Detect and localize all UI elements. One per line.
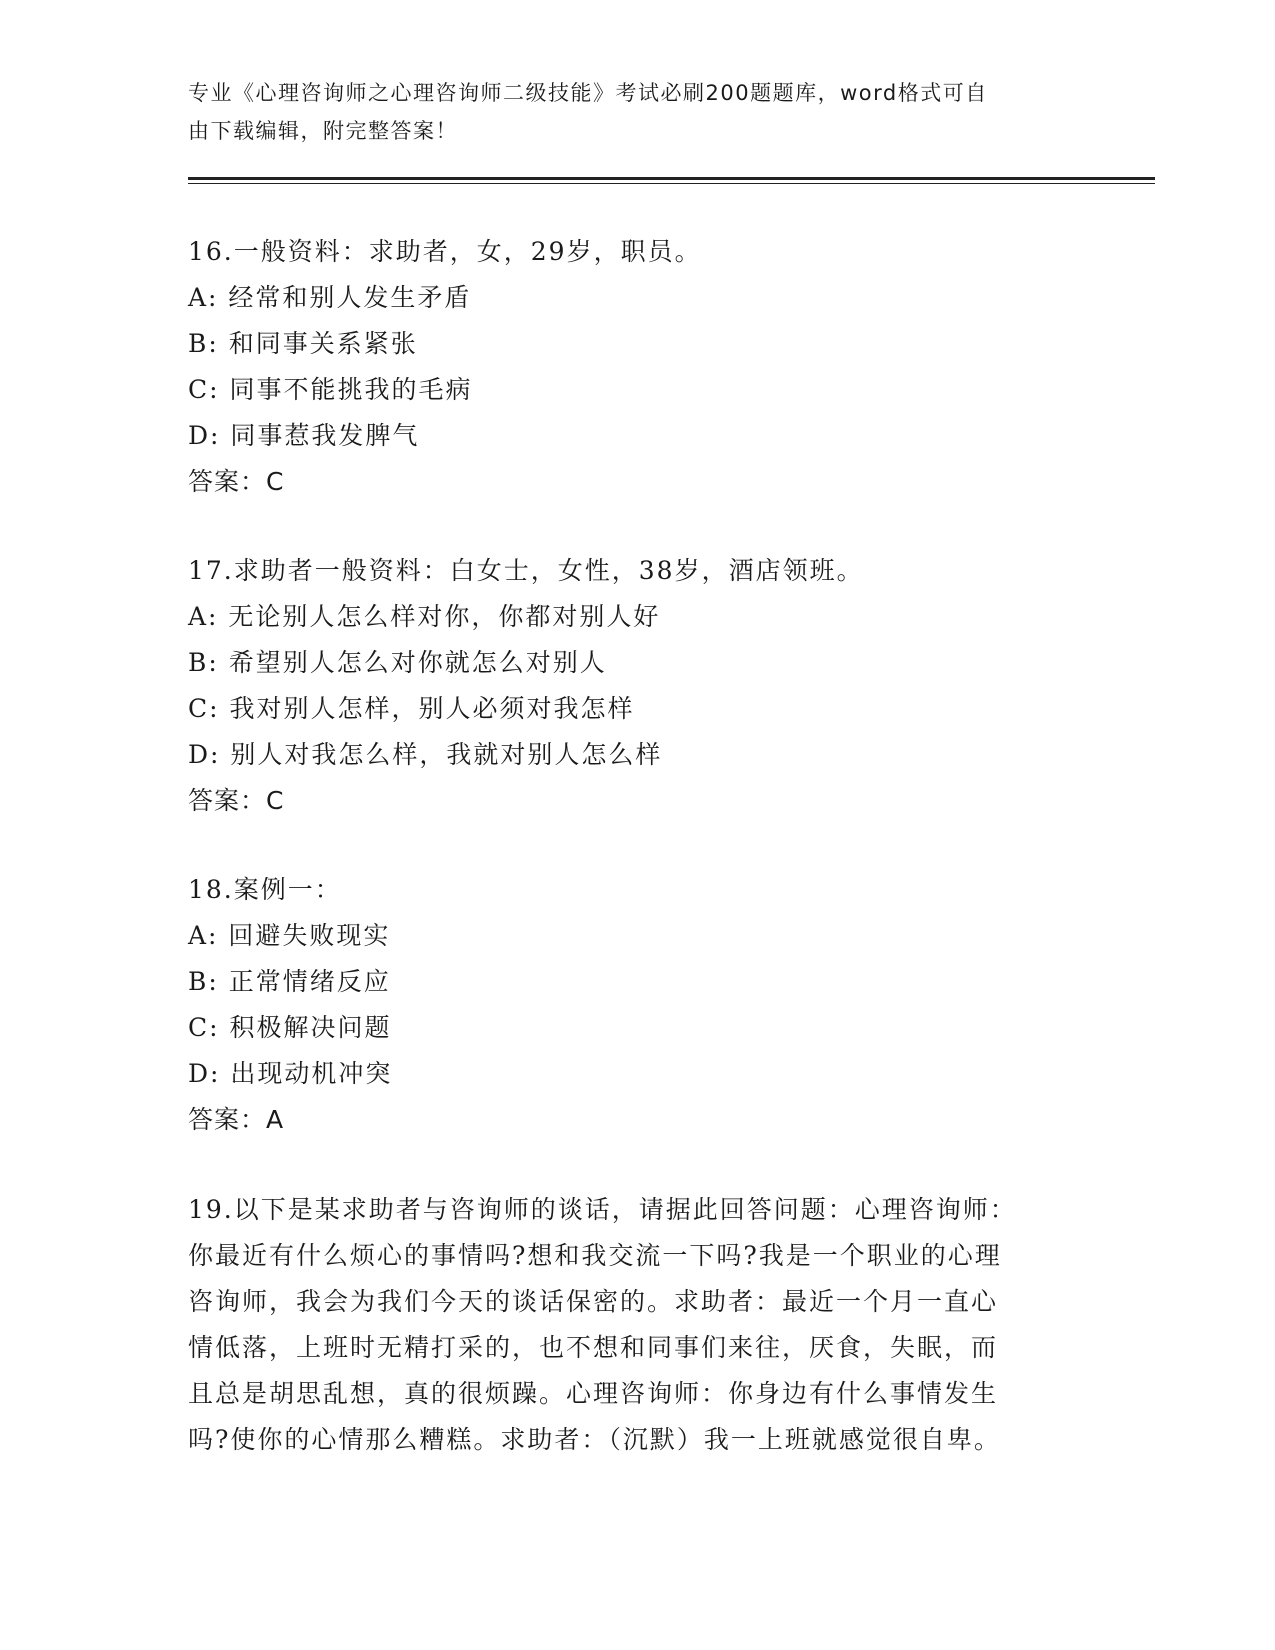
option-a: A: 回避失败现实 [188, 921, 391, 950]
question-stem: 16.一般资料：求助者，女，29岁，职员。 [188, 237, 702, 266]
option-a: A: 经常和别人发生矛盾 [188, 283, 472, 312]
header-line-1: 专业《心理咨询师之心理咨询师二级技能》考试必刷200题题库，word格式可自 [188, 81, 988, 105]
option-d: D: 别人对我怎么样，我就对别人怎么样 [188, 740, 663, 769]
paragraph-line: 19.以下是某求助者与咨询师的谈话，请据此回答问题：心理咨询师： [188, 1195, 1017, 1224]
header-rule-thick [188, 177, 1155, 180]
answer-label: 答案：C [188, 786, 285, 815]
paragraph-line: 情低落，上班时无精打采的，也不想和同事们来往，厌食，失眠，而 [188, 1333, 999, 1362]
question-19 [188, 1187, 1068, 1463]
option-a: A: 无论别人怎么样对你，你都对别人好 [188, 602, 661, 631]
question-18 [188, 867, 1068, 1143]
paragraph-line: 且总是胡思乱想，真的很烦躁。心理咨询师：你身边有什么事情发生 [188, 1379, 999, 1408]
document-header [188, 74, 1068, 150]
header-line-2: 由下载编辑，附完整答案！ [188, 119, 458, 143]
answer-label: 答案：A [188, 1105, 285, 1134]
option-c: C: 积极解决问题 [188, 1013, 392, 1042]
option-c: C: 我对别人怎样，别人必须对我怎样 [188, 694, 635, 723]
option-b: B: 正常情绪反应 [188, 967, 391, 996]
option-d: D: 出现动机冲突 [188, 1059, 393, 1088]
question-17 [188, 548, 1068, 824]
question-stem: 18.案例一： [188, 875, 342, 904]
paragraph-line: 你最近有什么烦心的事情吗?想和我交流一下吗?我是一个职业的心理 [188, 1241, 1002, 1270]
paragraph-line: 咨询师，我会为我们今天的谈话保密的。求助者：最近一个月一直心 [188, 1287, 999, 1316]
question-stem: 17.求助者一般资料：白女士，女性，38岁，酒店领班。 [188, 556, 864, 585]
answer-label: 答案：C [188, 467, 285, 496]
header-rule-thin [188, 183, 1155, 184]
option-d: D: 同事惹我发脾气 [188, 421, 420, 450]
option-c: C: 同事不能挑我的毛病 [188, 375, 473, 404]
question-16 [188, 229, 1068, 505]
paragraph-line: 吗?使你的心情那么糟糕。求助者：（沉默）我一上班就感觉很自卑。 [188, 1425, 1001, 1454]
option-b: B: 希望别人怎么对你就怎么对别人 [188, 648, 607, 677]
option-b: B: 和同事关系紧张 [188, 329, 418, 358]
